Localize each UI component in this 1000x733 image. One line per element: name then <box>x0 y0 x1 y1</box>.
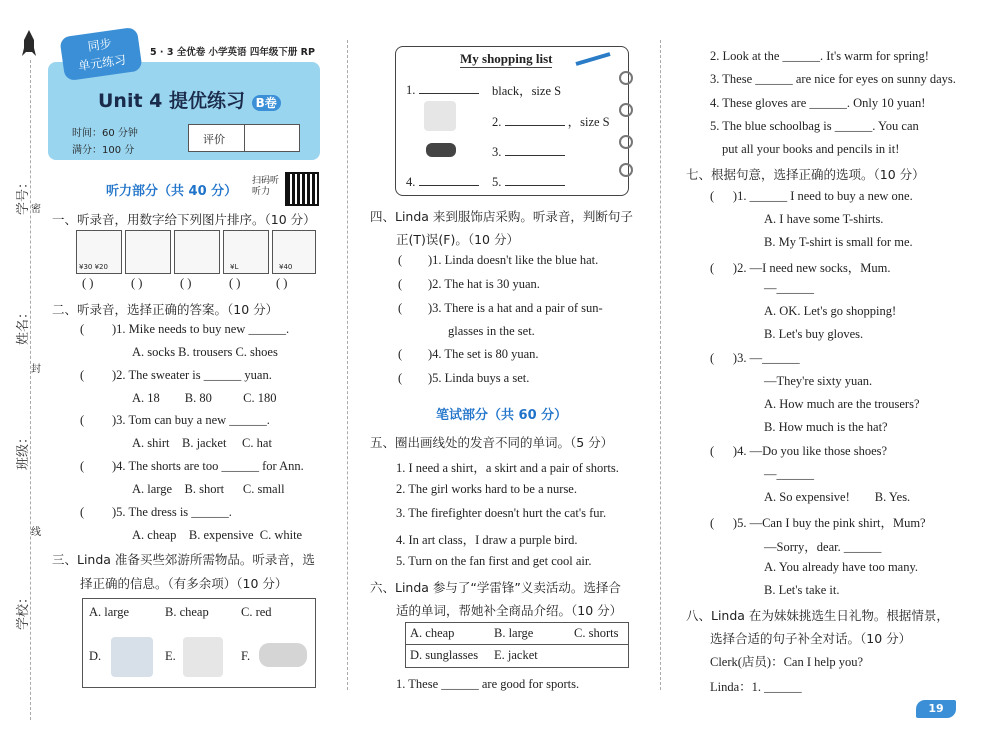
section-6-options-box <box>405 622 629 668</box>
page-number-badge <box>916 700 956 718</box>
hats-picture <box>76 230 122 274</box>
qr-code-icon[interactable] <box>287 174 317 204</box>
question-5: )5. The dress is ______. <box>112 505 232 519</box>
section-1-heading: 一、听录音，用数字给下列图片排序。（10 分） <box>52 212 316 227</box>
written-title: 笔试部分（共 60 分） <box>436 408 568 423</box>
jacket-picture <box>223 230 269 274</box>
section-3-heading-2: 择正确的信息。（有多余项）（10 分） <box>80 576 288 591</box>
size-label: ¥L <box>230 263 239 271</box>
choice-q4[interactable]: ( )4. —Do you like those shoes? <box>710 444 888 458</box>
answer-paren[interactable]: ( ) <box>276 276 288 290</box>
section-4-heading-2: 正(T)误(F)。（10 分） <box>396 232 519 247</box>
choice-q3-answer: —They're sixty yuan. <box>764 374 873 388</box>
answer-paren[interactable]: ( <box>80 505 85 519</box>
option-e: E. <box>165 649 176 663</box>
choice-q2-blank: —______ <box>764 281 814 295</box>
tf-item-3[interactable]: ( )3. There is a hat and a pair of sun- <box>398 301 603 315</box>
tf-item-5[interactable]: ( )5. Linda buys a set. <box>398 371 530 385</box>
column-divider-2 <box>660 40 661 690</box>
school-label: 学校： <box>16 590 31 630</box>
choice-q1[interactable]: ( )1. ______ I need to buy a new one. <box>710 189 913 203</box>
girl-picture <box>125 230 171 274</box>
tf-item-2[interactable]: ( )2. The hat is 30 yuan. <box>398 277 540 291</box>
price-label: ¥40 <box>279 263 293 271</box>
shoes-picture <box>259 643 307 667</box>
option-f: F. <box>241 649 251 663</box>
id-label: 学号： <box>16 175 31 215</box>
name-label: 姓名： <box>16 305 31 345</box>
choice-q5-answer: —Sorry，dear. ______ <box>764 540 882 554</box>
tf-item-1[interactable]: ( )1. Linda doesn't like the blue hat. <box>398 253 599 267</box>
option-c: C. shorts <box>574 626 619 640</box>
question-3: )3. Tom can buy a new ______. <box>112 413 270 427</box>
section-6-heading-1: 六、Linda 参与了“学雷锋”义卖活动。选择合 <box>370 580 621 595</box>
choice-q5-b: B. Let's take it. <box>764 583 840 597</box>
question-1: )1. Mike needs to buy new ______. <box>112 322 290 336</box>
answer-paren[interactable]: ( <box>80 368 85 382</box>
phonics-item-3: 3. The firefighter doesn't hurt the cat's fur. <box>396 506 607 520</box>
badge-line-2: 单元练习 <box>77 52 127 74</box>
pen-icon <box>574 51 614 65</box>
option-d: D. <box>89 649 102 663</box>
choice-q3-a: A. How much are the trousers? <box>764 397 920 411</box>
choice-q3[interactable]: ( )3. —______ <box>710 351 800 365</box>
option-d: D. sunglasses <box>410 648 479 662</box>
phonics-item-2: 2. The girl works hard to be a nurse. <box>396 482 577 496</box>
shopping-row-1: 1. <box>406 81 479 98</box>
dialogue-linda[interactable]: Linda：1. ______ <box>710 680 802 694</box>
fill-item-5-cont: put all your books and pencils in it! <box>722 142 900 156</box>
question-2-options: A. 18 B. 80 C. 180 <box>132 391 277 405</box>
choice-q4-blank: —______ <box>764 467 814 481</box>
question-5-options: A. cheap B. expensive C. white <box>132 528 303 542</box>
question-4: )4. The shorts are too ______ for Ann. <box>112 459 304 473</box>
answer-paren[interactable]: ( ) <box>131 276 143 290</box>
eval-box <box>188 124 300 152</box>
choice-q2-b: B. Let's buy gloves. <box>764 327 864 341</box>
shopping-row-3: 3. <box>492 143 565 160</box>
shopping-row-4: 4. <box>406 173 479 190</box>
question-1-options: A. socks B. trousers C. shoes <box>132 345 278 359</box>
jacket-picture <box>424 101 456 131</box>
version-badge: B卷 <box>252 95 281 111</box>
choice-q4-options: A. So expensive! B. Yes. <box>764 490 911 504</box>
phonics-item-5: 5. Turn on the fan first and get cool air. <box>396 554 592 568</box>
page-number: 19 <box>928 702 944 715</box>
section-3-heading-1: 三、Linda 准备买些郊游所需物品。听录音，选 <box>52 552 315 567</box>
badge-line-1: 同步 <box>86 36 113 54</box>
shopping-list-card <box>395 46 629 196</box>
tf-item-4[interactable]: ( )4. The set is 80 yuan. <box>398 347 539 361</box>
choice-q1-b: B. My T-shirt is small for me. <box>764 235 913 249</box>
answer-paren[interactable]: ( ) <box>180 276 192 290</box>
class-label: 班级： <box>16 430 31 470</box>
score-label: 满分：100 分 <box>72 145 135 156</box>
fill-item-1[interactable]: 1. These ______ are good for sports. <box>396 677 580 691</box>
option-b: B. cheap <box>165 605 209 619</box>
answer-paren[interactable]: ( ) <box>82 276 94 290</box>
section-3-options-box <box>82 598 316 688</box>
price-label: ¥30 ¥20 <box>79 263 108 271</box>
shopping-row-1-desc: black，size S <box>492 84 562 98</box>
question-3-options: A. shirt B. jacket C. hat <box>132 436 272 450</box>
choice-q5-a: A. You already have too many. <box>764 560 919 574</box>
option-e: E. jacket <box>494 648 538 662</box>
shopping-row-2: 2. ，size S <box>492 115 610 129</box>
phonics-item-4: 4. In art class，I draw a purple bird. <box>396 533 578 547</box>
section-7-heading: 七、根据句意，选择正确的选项。（10 分） <box>686 167 925 182</box>
fill-item-5[interactable]: 5. The blue schoolbag is ______. You can <box>710 119 919 133</box>
fill-item-4[interactable]: 4. These gloves are ______. Only 10 yuan! <box>710 96 926 110</box>
answer-paren[interactable]: ( <box>80 413 85 427</box>
question-2: )2. The sweater is ______ yuan. <box>112 368 272 382</box>
tf-item-3-cont: glasses in the set. <box>448 324 535 338</box>
shopping-list-title: My shopping list <box>460 51 553 66</box>
rocket-icon <box>22 30 36 58</box>
qr-label: 扫码听听力 <box>252 176 280 197</box>
unit-title <box>98 86 281 113</box>
question-4-options: A. large B. short C. small <box>132 482 285 496</box>
option-b: B. large <box>494 626 534 640</box>
option-c: C. red <box>241 605 272 619</box>
sunglasses-picture <box>174 230 220 274</box>
answer-paren[interactable]: ( ) <box>229 276 241 290</box>
choice-q5[interactable]: ( )5. —Can I buy the pink shirt，Mum? <box>710 516 926 530</box>
series-label: 5 · 3 全优卷 小学英语 四年级下册 RP <box>150 47 315 58</box>
time-label: 时间：60 分钟 <box>72 128 138 139</box>
option-a: A. large <box>89 605 130 619</box>
section-6-heading-2: 适的单词，帮她补全商品介绍。（10 分） <box>396 603 623 618</box>
section-2-heading: 二、听录音，选择正确的答案。（10 分） <box>52 302 279 317</box>
dialogue-clerk: Clerk(店员)：Can I help you? <box>710 655 864 669</box>
sunglasses-picture <box>426 143 456 157</box>
listening-title: 听力部分（共 40 分） <box>106 184 238 199</box>
eval-label: 评价 <box>203 133 225 146</box>
scarf-picture <box>183 637 223 677</box>
column-divider-1 <box>347 40 348 690</box>
choice-q2-a: A. OK. Let's go shopping! <box>764 304 897 318</box>
seal-char-1: 密 <box>31 204 41 215</box>
skirt-picture <box>272 230 316 274</box>
seal-char-2: 封 <box>31 364 41 375</box>
choice-q2[interactable]: ( )2. —I need new socks，Mum. <box>710 261 891 275</box>
trousers-picture <box>111 637 153 677</box>
seal-char-3: 线 <box>31 527 41 538</box>
section-8-heading-1: 八、Linda 在为妹妹挑选生日礼物。根据情景， <box>686 608 949 623</box>
section-4-heading-1: 四、Linda 来到服饰店采购。听录音，判断句子 <box>370 209 633 224</box>
answer-paren[interactable]: ( <box>80 322 85 336</box>
phonics-item-1: 1. I need a shirt，a skirt and a pair of shorts. <box>396 461 619 475</box>
fill-item-2[interactable]: 2. Look at the ______. It's warm for spring! <box>710 49 929 63</box>
shopping-row-5: 5. <box>492 173 565 190</box>
section-5-heading: 五、圈出画线处的发音不同的单词。（5 分） <box>370 435 614 450</box>
choice-q3-b: B. How much is the hat? <box>764 420 888 434</box>
fill-item-3[interactable]: 3. These ______ are nice for eyes on sunny days. <box>710 72 956 86</box>
section-8-heading-2: 选择合适的句子补全对话。（10 分） <box>710 631 912 646</box>
choice-q1-a: A. I have some T-shirts. <box>764 212 884 226</box>
option-a: A. cheap <box>410 626 455 640</box>
unit-title-text: Unit 4 提优练习 <box>98 90 245 112</box>
binder-rings <box>616 70 636 180</box>
answer-paren[interactable]: ( <box>80 459 85 473</box>
